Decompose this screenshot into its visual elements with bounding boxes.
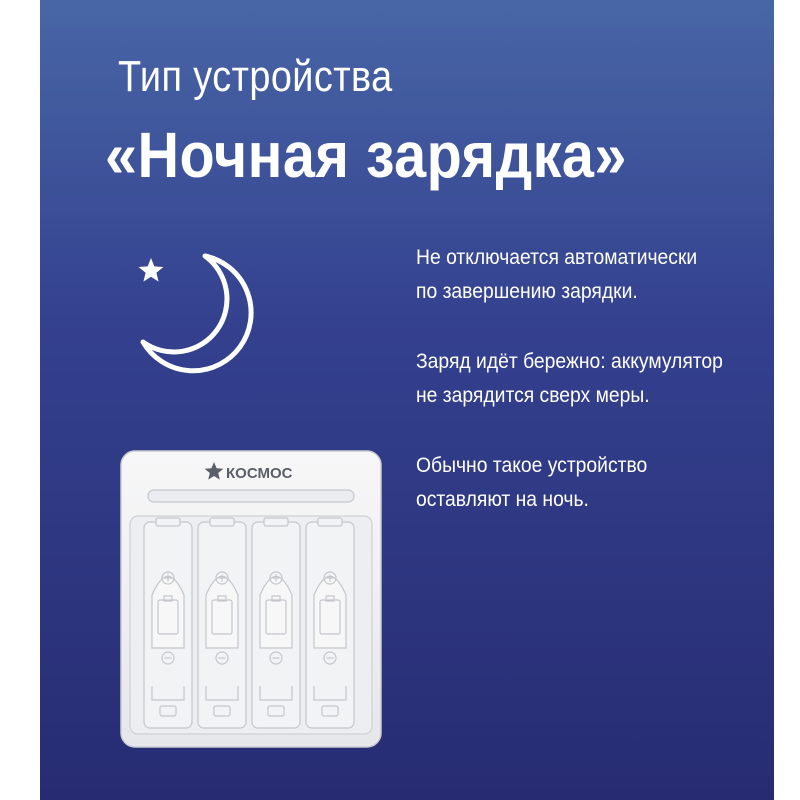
feature-overnight — [416, 449, 766, 517]
battery-slot — [252, 518, 300, 728]
title-device-type: Тип устройства — [118, 52, 393, 101]
feature-line: Заряд идёт бережно: аккумулятор — [416, 350, 723, 373]
feature-line: по завершению зарядки. — [416, 280, 638, 303]
feature-line: Не отключается автоматически — [416, 246, 698, 269]
charger-device — [120, 450, 382, 748]
battery-slot — [198, 518, 246, 728]
feature-line: оставляют на ночь. — [416, 488, 589, 511]
indicator-strip — [148, 490, 354, 502]
battery-slot — [144, 518, 192, 728]
feature-gentle-charge — [416, 345, 766, 413]
battery-slot — [306, 518, 354, 728]
brand-name: КОСМОС — [226, 465, 293, 482]
moon-icon — [125, 244, 265, 374]
promo-panel — [40, 0, 774, 800]
star-icon — [139, 258, 164, 282]
title-night-charging: «Ночная зарядка» — [105, 119, 627, 191]
feature-line: не зарядится сверх меры. — [416, 384, 650, 407]
feature-line: Обычно такое устройство — [416, 454, 648, 477]
feature-auto-off — [416, 241, 766, 309]
